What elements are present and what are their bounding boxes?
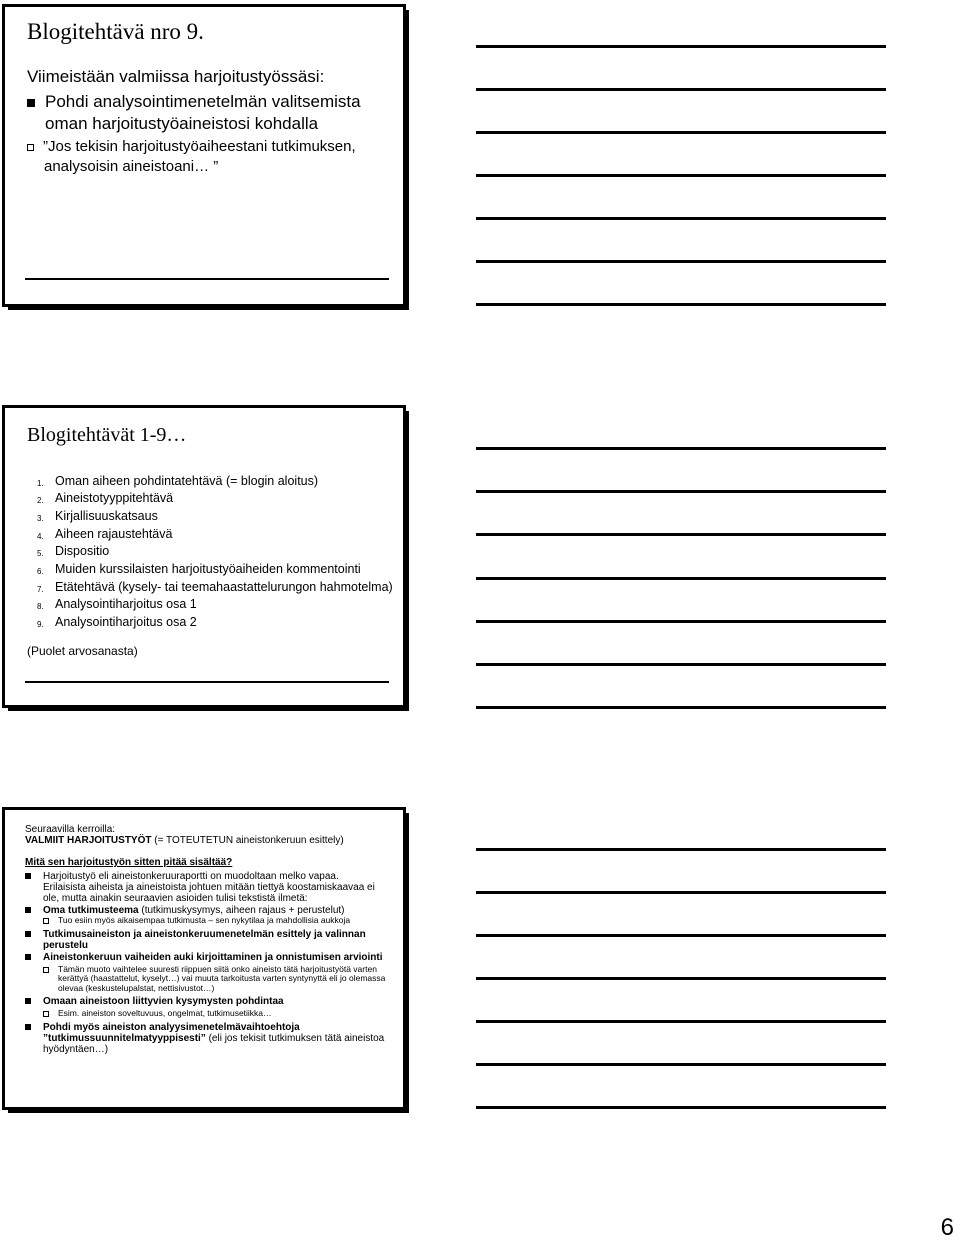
note-line — [476, 447, 886, 450]
bullet-1-text: Harjoitustyö eli aineistonkeruuraportti on muodoltaan melko vapaa. — [43, 871, 339, 882]
bullet-3 — [25, 929, 393, 951]
note-line — [476, 45, 886, 48]
subtitle-bold: VALMIIT HARJOITUSTYÖT — [25, 835, 152, 846]
bullet-3-bold: Tutkimusaineiston ja aineistonkeruumenetelmän esittely ja valinnan perustelu — [43, 928, 366, 951]
slide-1-intro: Viimeistään valmiissa harjoitustyössäsi: — [27, 67, 325, 86]
note-line — [476, 490, 886, 493]
bullet-line-2: oman harjoitustyöaineistosi kohdalla — [45, 114, 319, 133]
hollow-square-bullet-icon — [43, 918, 49, 924]
item-text: Muiden kurssilaisten harjoitustyöaiheiden kommentointi — [55, 562, 361, 576]
note-line — [476, 260, 886, 263]
slide-2-title: Blogitehtävät 1-9… — [27, 424, 187, 446]
subbullet-line-1: ”Jos tekisin harjoitustyöaiheestani tutkimuksen, — [43, 138, 356, 155]
note-line — [476, 891, 886, 894]
bullet-6-bold-2: ”tutkimussuunnitelmatyyppisesti” — [43, 1032, 206, 1044]
filled-square-bullet-icon — [25, 873, 31, 879]
note-line — [476, 977, 886, 980]
item-number: 8. — [37, 602, 44, 611]
filled-square-bullet-icon — [25, 931, 31, 937]
bullet-2-rest: (tutkimuskysymys, aiheen rajaus + perustelut) — [138, 905, 345, 916]
bullet-2-bold: Oma tutkimusteema — [43, 905, 139, 916]
item-text: Oman aiheen pohdintatehtävä (= blogin aloitus) — [55, 474, 319, 488]
slide-3-heading: Mitä sen harjoitustyön sitten pitää sisältää? — [25, 857, 233, 868]
slide-1-bullet — [27, 91, 361, 135]
note-line — [476, 934, 886, 937]
item-number: 7. — [37, 585, 44, 594]
note-line — [476, 848, 886, 851]
note-line — [476, 1020, 886, 1023]
filled-square-bullet-icon — [27, 99, 35, 107]
item-text: Dispositio — [55, 544, 110, 558]
slide-1-footer-rule — [25, 278, 389, 280]
item-text: Aineistotyyppitehtävä — [55, 491, 174, 505]
item-number: 6. — [37, 567, 44, 576]
item-number: 5. — [37, 549, 44, 558]
filled-square-bullet-icon — [25, 954, 31, 960]
subbullet-line-2: analysoisin aineistoani… ” — [44, 158, 219, 175]
bullet-4-sub: Tämän muoto vaihtelee suuresti riippuen siitä onko aineisto tätä harjoitustyötä varten kerättyä (haastattelut, kyselyt…) vai muuta tarkoitusta varten syntynyttä eli jo olemassa olevaa (keskustelupalstat, nettisivustot…) — [58, 963, 386, 993]
note-line — [476, 533, 886, 536]
bullet-4-bold: Aineistonkeruun vaiheiden auki kirjoittaminen ja onnistumisen arviointi — [43, 951, 383, 963]
bullet-line-1: Pohdi analysointimenetelmän valitsemista — [45, 92, 361, 111]
item-number: 9. — [37, 620, 44, 629]
item-text: Kirjallisuuskatsaus — [55, 509, 158, 523]
note-line — [476, 88, 886, 91]
item-text: Etätehtävä (kysely- tai teemahaastattelurungon hahmotelma) — [55, 580, 393, 594]
slide-1-subbullet — [27, 137, 356, 177]
item-text: Aiheen rajaustehtävä — [55, 527, 173, 541]
note-line — [476, 131, 886, 134]
slide-1 — [2, 4, 406, 307]
item-text: Analysointiharjoitus osa 1 — [55, 597, 197, 611]
note-line — [476, 663, 886, 666]
slide-2-footer-rule — [25, 681, 389, 683]
hollow-square-bullet-icon — [43, 1011, 49, 1017]
note-line — [476, 217, 886, 220]
bullet-1 — [25, 871, 393, 904]
bullet-6 — [25, 1022, 393, 1055]
bullet-6-bold: Pohdi myös aineiston analyysimenetelmävaihtoehtoja — [43, 1021, 300, 1033]
bullet-1-continuation: Erilaisista aiheista ja aineistoista johtuen mitään tiettyä koostamiskaavaa ei ole, mutta ainakin seuraavien asioiden tulisi tekstistä ilmetä: — [43, 882, 375, 904]
page-number: 6 — [940, 1214, 954, 1241]
bullet-4 — [25, 952, 393, 994]
hollow-square-bullet-icon — [27, 144, 34, 151]
slide-3 — [2, 807, 406, 1110]
note-line — [476, 303, 886, 306]
note-line — [476, 1106, 886, 1109]
slide-3-subtitle — [25, 835, 393, 846]
item-number: 2. — [37, 496, 44, 505]
filled-square-bullet-icon — [25, 907, 31, 913]
bullet-2-sub: Tuo esiin myös aikaisempaa tutkimusta – sen nykytilaa ja mahdollisia aukkoja — [58, 915, 351, 925]
subtitle-rest: (= TOTEUTETUN aineistonkeruun esittely) — [151, 835, 344, 846]
note-line — [476, 1063, 886, 1066]
filled-square-bullet-icon — [25, 998, 31, 1004]
bullet-2 — [25, 905, 393, 926]
item-number: 1. — [37, 479, 44, 488]
bullet-5-bold: Omaan aineistoon liittyvien kysymysten pohdintaa — [43, 996, 284, 1007]
item-number: 3. — [37, 514, 44, 523]
item-text: Analysointiharjoitus osa 2 — [55, 615, 197, 629]
slide-1-title: Blogitehtävä nro 9. — [27, 19, 204, 44]
note-line — [476, 706, 886, 709]
note-line — [476, 577, 886, 580]
bullet-5 — [25, 996, 393, 1019]
filled-square-bullet-icon — [25, 1024, 31, 1030]
bullet-5-sub: Esim. aineiston soveltuvuus, ongelmat, tutkimusetiikka… — [58, 1008, 272, 1018]
note-line — [476, 174, 886, 177]
grade-note: (Puolet arvosanasta) — [27, 644, 138, 658]
hollow-square-bullet-icon — [43, 967, 49, 973]
item-number: 4. — [37, 532, 44, 541]
bullet-6-rest: (eli jos tekisit tutkimuksen tätä aineistoa hyödyntäen…) — [43, 1032, 385, 1055]
slide-2 — [2, 405, 406, 708]
slide-3-intro: Seuraavilla kerroilla: — [25, 824, 116, 835]
note-line — [476, 620, 886, 623]
